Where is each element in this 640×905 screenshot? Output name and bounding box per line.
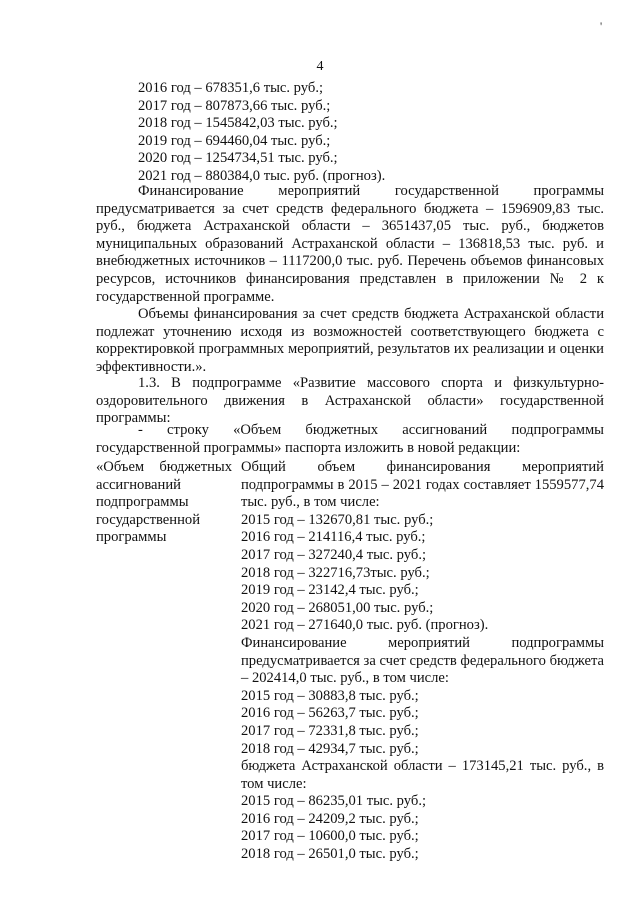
paragraph-volumes: Объемы финансирования за счет средств бюджета Астраханской области подлежат уточнению исходя из возможностей соответствующего бюджета с корректировкой программных мероприятий, результатов их реализации и оценки эффективности.». [96,306,604,375]
federal-financing: Финансирование мероприятий подпрограммы предусматривается за счет средств федерального бюджета – 202414,0 тыс. руб., в том числе: [241,634,604,687]
year-line: 2015 год – 30883,8 тыс. руб.; [241,687,419,704]
year-line: 2016 год – 56263,7 тыс. руб.; [241,705,419,722]
paragraph-row-replace: - строку «Объем бюджетных ассигнований подпрограммы государственной программы» паспорта изложить в новой редакции: [96,422,604,456]
paragraph-financing: Финансирование мероприятий государственной программы предусматривается за счет средств федерального бюджета – 1596909,83 тыс. руб., бюджета Астраханской области – 3651437,05 тыс. руб., бюджетов муниципальных образований Астраханской области – 136818,53 тыс. руб. и внебюджетных источников – 1117200,0 тыс. руб. Перечень объемов финансовых ресурсов, источников финансирования представлен в приложении № 2 к государственной программе. [96,183,604,305]
page-number: 4 [316,59,324,74]
year-line: 2016 год – 214116,4 тыс. руб.; [241,529,426,546]
table-left-cell: «Объем бюджетных ассигнований подпрограммы государственной программы [96,459,232,546]
year-line: 2018 год – 42934,7 тыс. руб.; [241,740,419,757]
year-line: 2020 год – 1254734,51 тыс. руб.; [138,150,338,167]
year-line: 2017 год – 807873,66 тыс. руб.; [138,97,331,114]
regional-financing: бюджета Астраханской области – 173145,21 тыс. руб., в том числе: [241,758,604,792]
year-line: 2019 год – 23142,4 тыс. руб.; [241,582,419,599]
year-line: 2018 год – 26501,0 тыс. руб.; [241,846,419,863]
year-line: 2015 год – 132670,81 тыс. руб.; [241,511,434,528]
year-line: 2016 год – 24209,2 тыс. руб.; [241,810,419,827]
program-years-list [138,80,640,186]
year-line: 2021 год – 271640,0 тыс. руб. (прогноз). [241,617,489,634]
year-line: 2016 год – 678351,6 тыс. руб.; [138,80,324,96]
table-right-cell [241,459,604,864]
subprogram-total: Общий объем финансирования мероприятий подпрограммы в 2015 – 2021 годах составляет 1559577,74 тыс. руб., в том числе: [241,459,604,511]
year-line: 2017 год – 327240,4 тыс. руб.; [241,546,427,563]
corner-mark: ' [600,19,603,33]
year-line: 2020 год – 268051,00 тыс. руб.; [241,599,434,616]
year-line: 2018 год – 1545842,03 тыс. руб.; [138,115,338,132]
year-line: 2017 год – 10600,0 тыс. руб.; [241,828,419,845]
year-line: 2015 год – 86235,01 тыс. руб.; [241,793,427,810]
year-line: 2017 год – 72331,8 тыс. руб.; [241,722,419,739]
year-line: 2021 год – 880384,0 тыс. руб. (прогноз). [138,167,386,184]
paragraph-subprogram: 1.3. В подпрограмме «Развитие массового спорта и физкультурно-оздоровительного движения в Астраханской области» государственной программы: [96,375,604,427]
year-line: 2018 год – 322716,73тыс. руб.; [241,564,430,581]
year-line: 2019 год – 694460,04 тыс. руб.; [138,132,331,149]
